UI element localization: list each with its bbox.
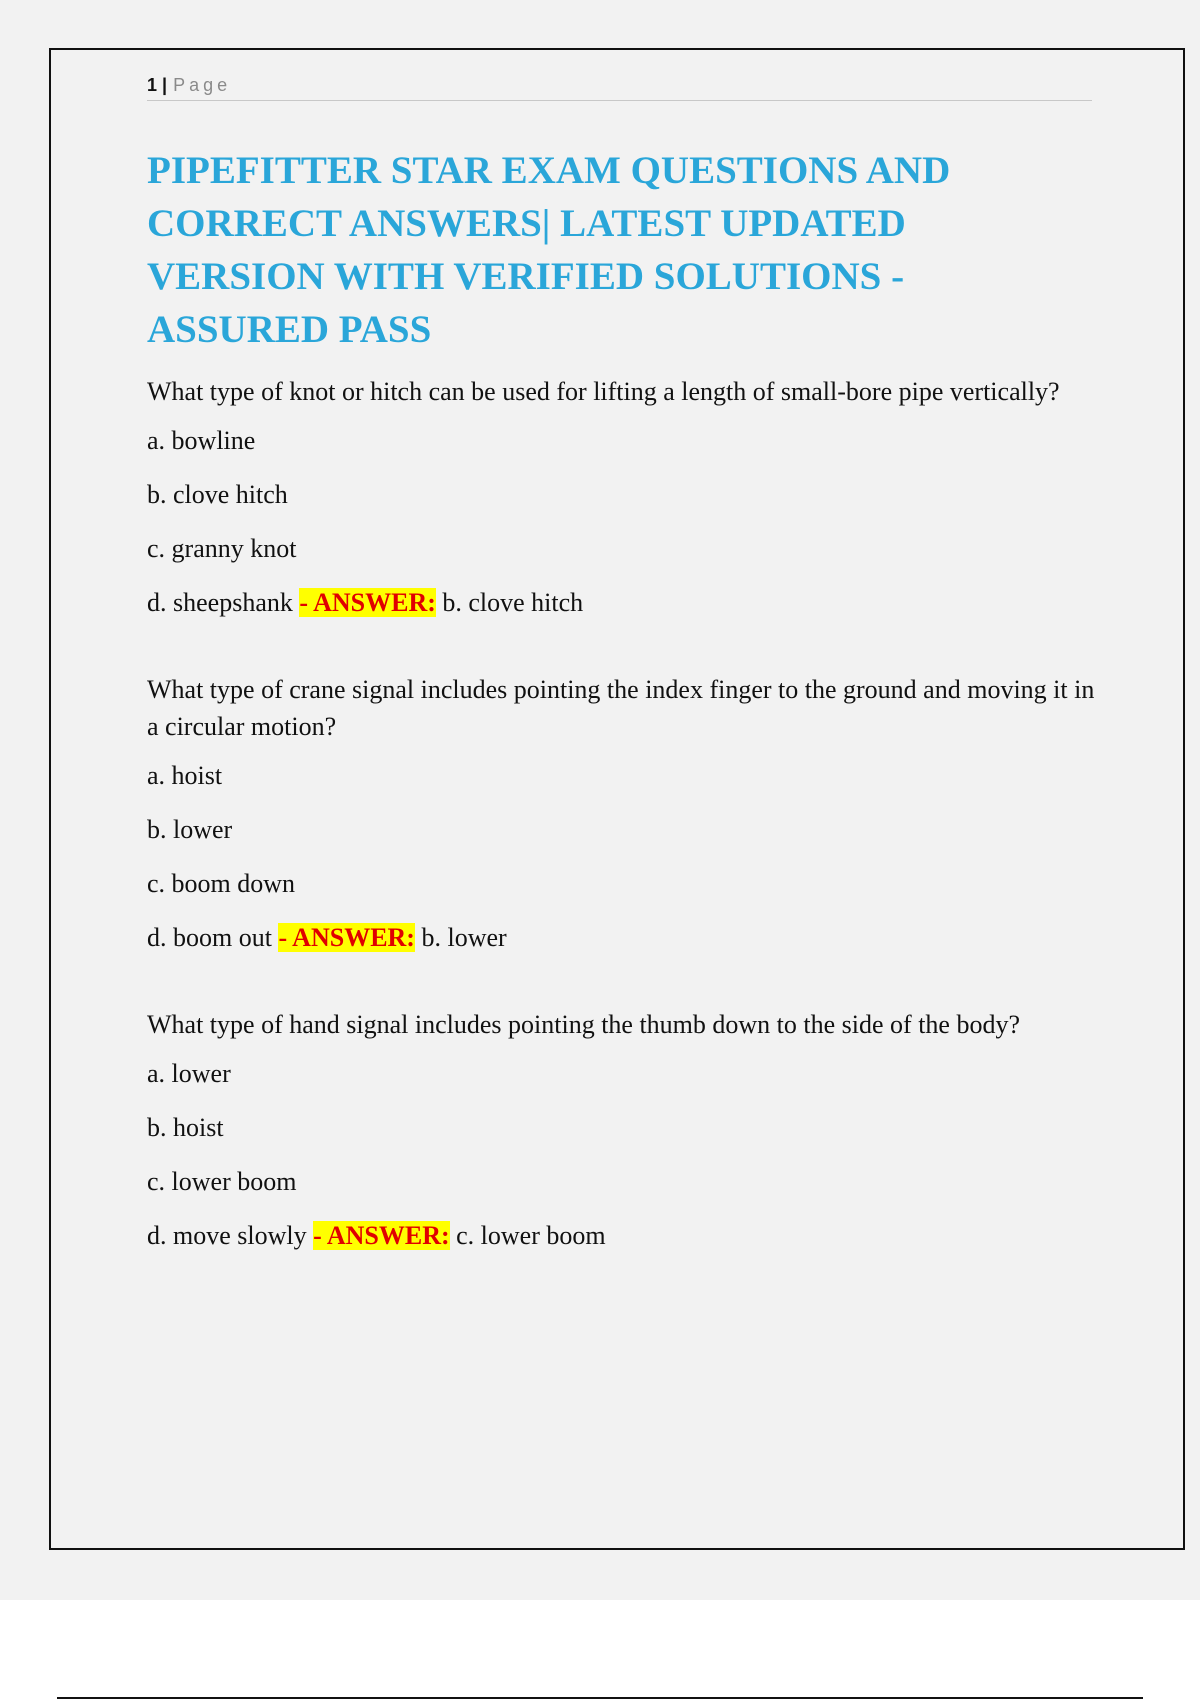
option-d-with-answer — [147, 1221, 1097, 1251]
question-block — [147, 671, 1097, 953]
option-c: c. boom down — [147, 869, 296, 898]
answer-label: - ANSWER: — [313, 1221, 450, 1250]
page-header — [147, 74, 1092, 101]
page-header-separator: | — [162, 75, 168, 95]
option-a: a. lower — [147, 1059, 231, 1088]
answer-value: c. lower boom — [456, 1221, 606, 1250]
option-d-with-answer — [147, 923, 1097, 953]
option-b: b. clove hitch — [147, 480, 288, 509]
option-d: d. boom out — [147, 923, 272, 952]
option-c: c. lower boom — [147, 1167, 297, 1196]
option-a: a. hoist — [147, 761, 223, 790]
question-block — [147, 373, 1097, 618]
option-c: c. granny knot — [147, 534, 297, 563]
question-block — [147, 1006, 1097, 1251]
option-a: a. bowline — [147, 426, 256, 455]
answer-label: - ANSWER: — [299, 588, 436, 617]
footer-divider — [57, 1697, 1143, 1699]
page — [49, 48, 1185, 1550]
page-label: Page — [173, 75, 232, 95]
answer-value: b. lower — [421, 923, 507, 952]
question-list — [147, 373, 1097, 1304]
option-d: d. move slowly — [147, 1221, 307, 1250]
option-b: b. hoist — [147, 1113, 224, 1142]
question-text: What type of crane signal includes pointing the index finger to the ground and moving it in a circular motion? — [147, 675, 1095, 741]
page-number: 1 — [147, 75, 158, 95]
answer-value: b. clove hitch — [442, 588, 584, 617]
option-d-with-answer — [147, 588, 1097, 618]
answer-label: - ANSWER: — [278, 923, 415, 952]
question-text: What type of knot or hitch can be used for lifting a length of small-bore pipe vertically? — [147, 377, 1060, 406]
document-title: PIPEFITTER STAR EXAM QUESTIONS AND CORRECT ANSWERS| LATEST UPDATED VERSION WITH VERIFIED SOLUTIONS - ASSURED PASS — [147, 149, 951, 351]
option-d: d. sheepshank — [147, 588, 293, 617]
question-text: What type of hand signal includes pointing the thumb down to the side of the body? — [147, 1010, 1021, 1039]
option-b: b. lower — [147, 815, 233, 844]
